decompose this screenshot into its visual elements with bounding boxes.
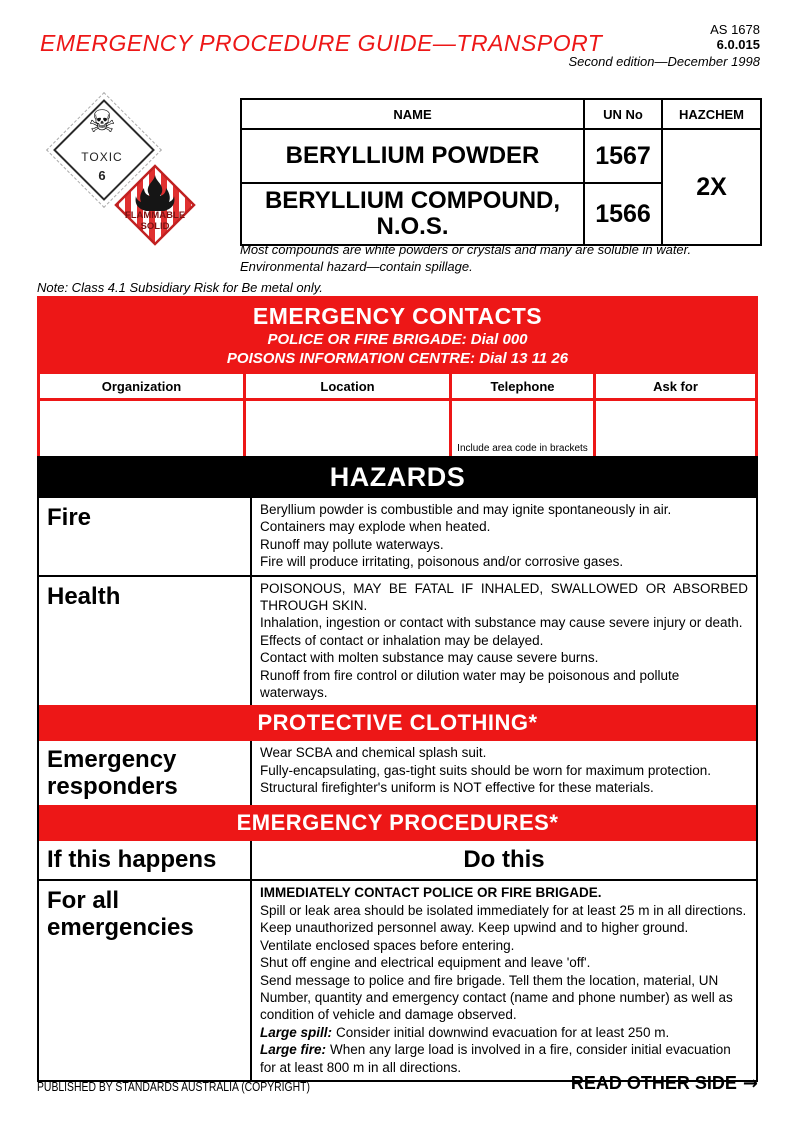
contacts-col-location: Location — [246, 374, 449, 398]
col-header-un-no: UN No — [584, 99, 662, 129]
col-header-hazchem: HAZCHEM — [662, 99, 761, 129]
protective-clothing-banner: PROTECTIVE CLOTHING* — [39, 705, 756, 741]
subsidiary-risk-note: Note: Class 4.1 Subsidiary Risk for Be metal only. — [37, 280, 323, 295]
description-line-2: Environmental hazard—contain spillage. — [240, 259, 473, 274]
substance-name-2: BERYLLIUM COMPOUND, N.O.S. — [241, 183, 584, 245]
un-number-2: 1566 — [584, 183, 662, 245]
do-this-header: Do this — [250, 841, 756, 879]
hazchem-code: 2X — [662, 129, 761, 245]
emergency-responders-row — [39, 741, 756, 805]
publisher-line: PUBLISHED BY STANDARDS AUSTRALIA (COPYRIGHT) — [37, 1079, 310, 1094]
contacts-col-ask-for: Ask for — [596, 374, 755, 398]
telephone-hint: Include area code in brackets — [457, 443, 588, 454]
for-all-emergencies-row — [39, 879, 756, 1079]
contact-police-line: IMMEDIATELY CONTACT POLICE OR FIRE BRIGADE. — [260, 885, 602, 901]
right-arrow-icon: → — [742, 1073, 758, 1094]
col-header-name: NAME — [241, 99, 584, 129]
fire-hazard-text: Beryllium powder is combustible and may ignite spontaneously in air. Containers may explode when heated. Runoff may pollute waterways. Fire will produce irritating, poisonous and/or corrosive gases. — [250, 498, 756, 575]
contacts-ask-for-field[interactable] — [596, 401, 755, 456]
toxic-class-number: 6 — [98, 168, 106, 183]
edition-line: Second edition—December 1998 — [568, 54, 760, 69]
health-emphasis: POISONOUS, MAY BE FATAL IF INHALED, SWALLOWED OR ABSORBED THROUGH SKIN. — [260, 580, 748, 614]
read-other-side: READ OTHER SIDE → — [570, 1073, 758, 1094]
flammable-solid-diamond — [113, 163, 197, 247]
procedures-header-row — [39, 841, 756, 879]
substance-row-1 — [241, 129, 761, 183]
standard-reference — [568, 22, 760, 69]
contacts-organization-field[interactable] — [40, 401, 243, 456]
standard-code: AS 1678 — [710, 22, 760, 37]
emergency-responders-label: Emergency responders — [47, 746, 178, 801]
substance-name-1: BERYLLIUM POWDER — [241, 129, 584, 183]
contacts-location-field[interactable] — [246, 401, 449, 456]
hazards-banner: HAZARDS — [37, 456, 758, 498]
skull-crossbones-icon: ☠ — [88, 104, 116, 140]
procedures-text: IMMEDIATELY CONTACT POLICE OR FIRE BRIGADE. Spill or leak area should be isolated immediately for at least 25 m in all directions. Keep unauthorized personnel away. Keep upwind and to higher ground. Ventilate enclosed spaces before entering. Shut off engine and electrical equipment and leave 'off'. Send message to police and fire brigade. Tell them the location, material, UN Number, quantity and emergency contact (name and phone number) as well as condition of vehicle and damage observed. Large spill: Consider initial downwind evacuation for at least 250 m. Large fire: When any large load is involved in a fire, consider initial evacuation for at least 800 m in all directions. — [250, 881, 756, 1079]
guide-number: 6.0.015 — [716, 37, 760, 52]
main-content — [37, 296, 758, 1082]
for-all-emergencies-label: For all emergencies — [47, 887, 194, 942]
health-hazard-text: POISONOUS, MAY BE FATAL IF INHALED, SWALLOWED OR ABSORBED THROUGH SKIN. Inhalation, ingestion or contact with substance may cause severe injury or death. Effects of contact or inhalation may be delayed. Contact with molten substance may cause severe burns. Runoff from fire control or dilution water may be poisonous and pollute waterways. — [250, 577, 756, 706]
if-this-happens-header: If this happens — [47, 846, 217, 874]
description-line-1: Most compounds are white powders or crystals and many are soluble in water. — [240, 242, 692, 257]
toxic-label: TOXIC — [81, 150, 123, 164]
large-spill-line: Large spill: Consider initial downwind evacuation for at least 250 m. — [260, 1024, 670, 1040]
un-number-1: 1567 — [584, 129, 662, 183]
substance-table-header-row — [241, 99, 761, 129]
health-hazard-row — [39, 575, 756, 706]
police-fire-line: POLICE OR FIRE BRIGADE: Dial 000 — [267, 331, 528, 348]
substance-description — [240, 241, 691, 275]
fire-label: Fire — [47, 504, 92, 531]
flammable-solid-placard — [113, 163, 197, 247]
contacts-table — [37, 374, 758, 456]
flammable-label-line2: SOLID — [140, 221, 170, 232]
flammable-label-line1: FLAMMABLE — [124, 210, 186, 221]
hazards-procedures-table — [37, 498, 758, 1082]
emergency-procedures-banner: EMERGENCY PROCEDURES* — [39, 805, 756, 841]
fire-hazard-row — [39, 498, 756, 575]
protective-clothing-text: Wear SCBA and chemical splash suit. Fully-encapsulating, gas-tight suits should be worn for maximum protection. Structural firefighter's uniform is NOT effective for these materials. — [250, 741, 756, 805]
emergency-contacts-title: EMERGENCY CONTACTS — [252, 303, 543, 329]
page-title: EMERGENCY PROCEDURE GUIDE—TRANSPORT — [40, 30, 603, 56]
emergency-contacts-header — [37, 296, 758, 374]
contacts-col-organization: Organization — [40, 374, 243, 398]
contacts-col-telephone: Telephone — [452, 374, 593, 398]
large-fire-line: Large fire: When any large load is involved in a fire, consider initial evacuation for at least 800 m in all directions. — [260, 1042, 731, 1075]
health-label: Health — [47, 582, 121, 610]
poisons-line: POISONS INFORMATION CENTRE: Dial 13 11 26 — [226, 350, 569, 367]
contacts-telephone-field[interactable] — [452, 401, 593, 456]
substance-table — [240, 98, 762, 246]
